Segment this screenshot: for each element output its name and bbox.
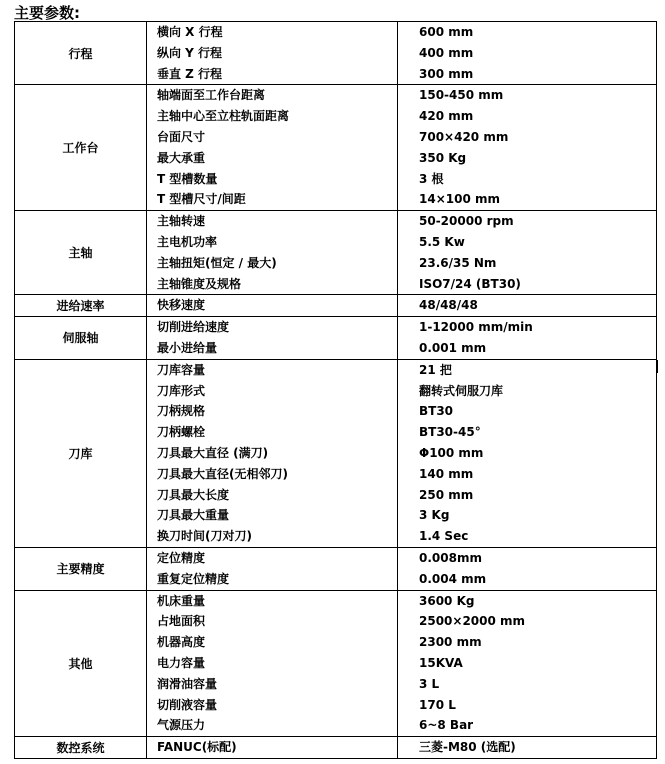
- section-row: [15, 211, 657, 295]
- param-label: 定位精度: [157, 550, 206, 565]
- section-values: [398, 295, 657, 317]
- section-name: 工作台: [15, 85, 147, 211]
- param-label: 切削液容量: [157, 697, 218, 712]
- param-label: 刀具最大直径(无相邻刀): [157, 466, 288, 481]
- param-label: 最大承重: [157, 150, 206, 165]
- section-row: [15, 317, 657, 360]
- param-label: 横向 X 行程: [157, 25, 223, 39]
- section-values: [398, 22, 657, 85]
- param-value: BT30-45°: [419, 425, 481, 440]
- section-row: [15, 590, 657, 737]
- param-value: BT30: [419, 404, 454, 419]
- param-value: 1.4 Sec: [419, 529, 469, 544]
- param-label: 刀具最大重量: [157, 508, 230, 523]
- param-value: 23.6/35 Nm: [419, 255, 497, 270]
- param-label: 重复定位精度: [157, 571, 230, 586]
- param-value: 21 把: [419, 362, 452, 377]
- param-value: 170 L: [419, 697, 456, 712]
- section-name: 刀库: [15, 359, 147, 547]
- param-label: 刀库形式: [157, 383, 206, 398]
- section-row: [15, 295, 657, 317]
- param-label: 刀具最大直径 (满刀): [157, 445, 269, 460]
- param-label: 主轴转速: [157, 214, 206, 229]
- section-labels: [147, 737, 398, 759]
- param-value: 1-12000 mm/min: [419, 320, 533, 335]
- section-values: [398, 359, 657, 547]
- param-value: 14×100 mm: [419, 192, 500, 207]
- param-value: 600 mm: [419, 25, 474, 39]
- param-label: 主轴中心至立柱轨面距离: [157, 109, 290, 124]
- param-label: 机床重量: [157, 593, 206, 608]
- section-row: [15, 737, 657, 759]
- section-values: [398, 590, 657, 737]
- param-value: 350 Kg: [419, 150, 467, 165]
- section-labels: [147, 22, 398, 85]
- param-label: 占地面积: [157, 614, 206, 629]
- param-value: 15KVA: [419, 655, 463, 670]
- param-value: 420 mm: [419, 109, 474, 124]
- param-value: Φ100 mm: [419, 445, 484, 460]
- param-value: 3 L: [419, 676, 440, 691]
- section-name: 主轴: [15, 211, 147, 295]
- param-label: 刀具最大长度: [157, 487, 230, 502]
- param-label: FANUC(标配): [157, 740, 237, 755]
- page-title: 主要参数:: [14, 4, 80, 22]
- param-label: 台面尺寸: [157, 129, 206, 144]
- param-value: 6~8 Bar: [419, 718, 474, 733]
- param-label: 润滑油容量: [157, 676, 218, 691]
- section-values: [398, 737, 657, 759]
- param-value: 2300 mm: [419, 635, 482, 650]
- param-label: 刀库容量: [157, 362, 206, 377]
- param-value: 140 mm: [419, 466, 474, 481]
- section-name: 主要精度: [15, 547, 147, 590]
- spec-table: [14, 21, 657, 759]
- param-value: 3 根: [419, 171, 444, 186]
- section-row: [15, 85, 657, 211]
- param-value: 700×420 mm: [419, 129, 509, 144]
- section-row: [15, 22, 657, 85]
- param-label: 气源压力: [157, 718, 206, 733]
- edge-mark: [656, 360, 658, 373]
- section-labels: [147, 317, 398, 360]
- section-name: 数控系统: [15, 737, 147, 759]
- section-name: 其他: [15, 590, 147, 737]
- param-label: T 型槽数量: [157, 171, 218, 186]
- section-values: [398, 211, 657, 295]
- section-name: 进给速率: [15, 295, 147, 317]
- param-label: 主电机功率: [157, 234, 218, 249]
- section-labels: [147, 295, 398, 317]
- param-value: 0.001 mm: [419, 340, 487, 355]
- param-label: 切削进给速度: [157, 320, 230, 335]
- param-value: 3 Kg: [419, 508, 450, 523]
- param-label: 主轴锥度及规格: [157, 276, 242, 291]
- param-label: 纵向 Y 行程: [157, 45, 223, 60]
- section-labels: [147, 590, 398, 737]
- section-values: [398, 85, 657, 211]
- section-row: [15, 547, 657, 590]
- param-value: 400 mm: [419, 45, 474, 60]
- param-value: 0.008mm: [419, 550, 482, 565]
- param-value: ISO7/24 (BT30): [419, 276, 521, 291]
- param-value: 3600 Kg: [419, 593, 475, 608]
- section-name: 行程: [15, 22, 147, 85]
- param-value: 0.004 mm: [419, 571, 487, 586]
- param-label: 主轴扭矩(恒定 / 最大): [157, 255, 277, 270]
- param-label: 最小进给量: [157, 340, 218, 355]
- param-value: 48/48/48: [419, 298, 478, 313]
- param-value: 2500×2000 mm: [419, 614, 526, 629]
- param-label: 换刀时间(刀对刀): [157, 529, 252, 544]
- param-label: 刀柄螺栓: [157, 425, 206, 440]
- param-label: 机器高度: [157, 635, 206, 650]
- section-name: 伺服轴: [15, 317, 147, 360]
- param-value: 300 mm: [419, 66, 474, 81]
- section-labels: [147, 211, 398, 295]
- section-values: [398, 317, 657, 360]
- param-value: 5.5 Kw: [419, 234, 465, 249]
- param-label: 垂直 Z 行程: [157, 66, 223, 81]
- param-label: 快移速度: [157, 298, 206, 313]
- spec-table-body: [15, 22, 657, 759]
- param-label: 轴端面至工作台距离: [157, 88, 266, 103]
- param-label: 电力容量: [157, 655, 206, 670]
- param-value: 250 mm: [419, 487, 474, 502]
- param-label: T 型槽尺寸/间距: [157, 192, 246, 207]
- section-labels: [147, 85, 398, 211]
- param-label: 刀柄规格: [157, 404, 206, 419]
- section-values: [398, 547, 657, 590]
- param-value: 150-450 mm: [419, 88, 504, 103]
- param-value: 三菱-M80 (选配): [419, 740, 516, 755]
- section-labels: [147, 359, 398, 547]
- param-value: 翻转式伺服刀库: [419, 383, 504, 398]
- section-row: [15, 359, 657, 547]
- section-labels: [147, 547, 398, 590]
- param-value: 50-20000 rpm: [419, 214, 514, 229]
